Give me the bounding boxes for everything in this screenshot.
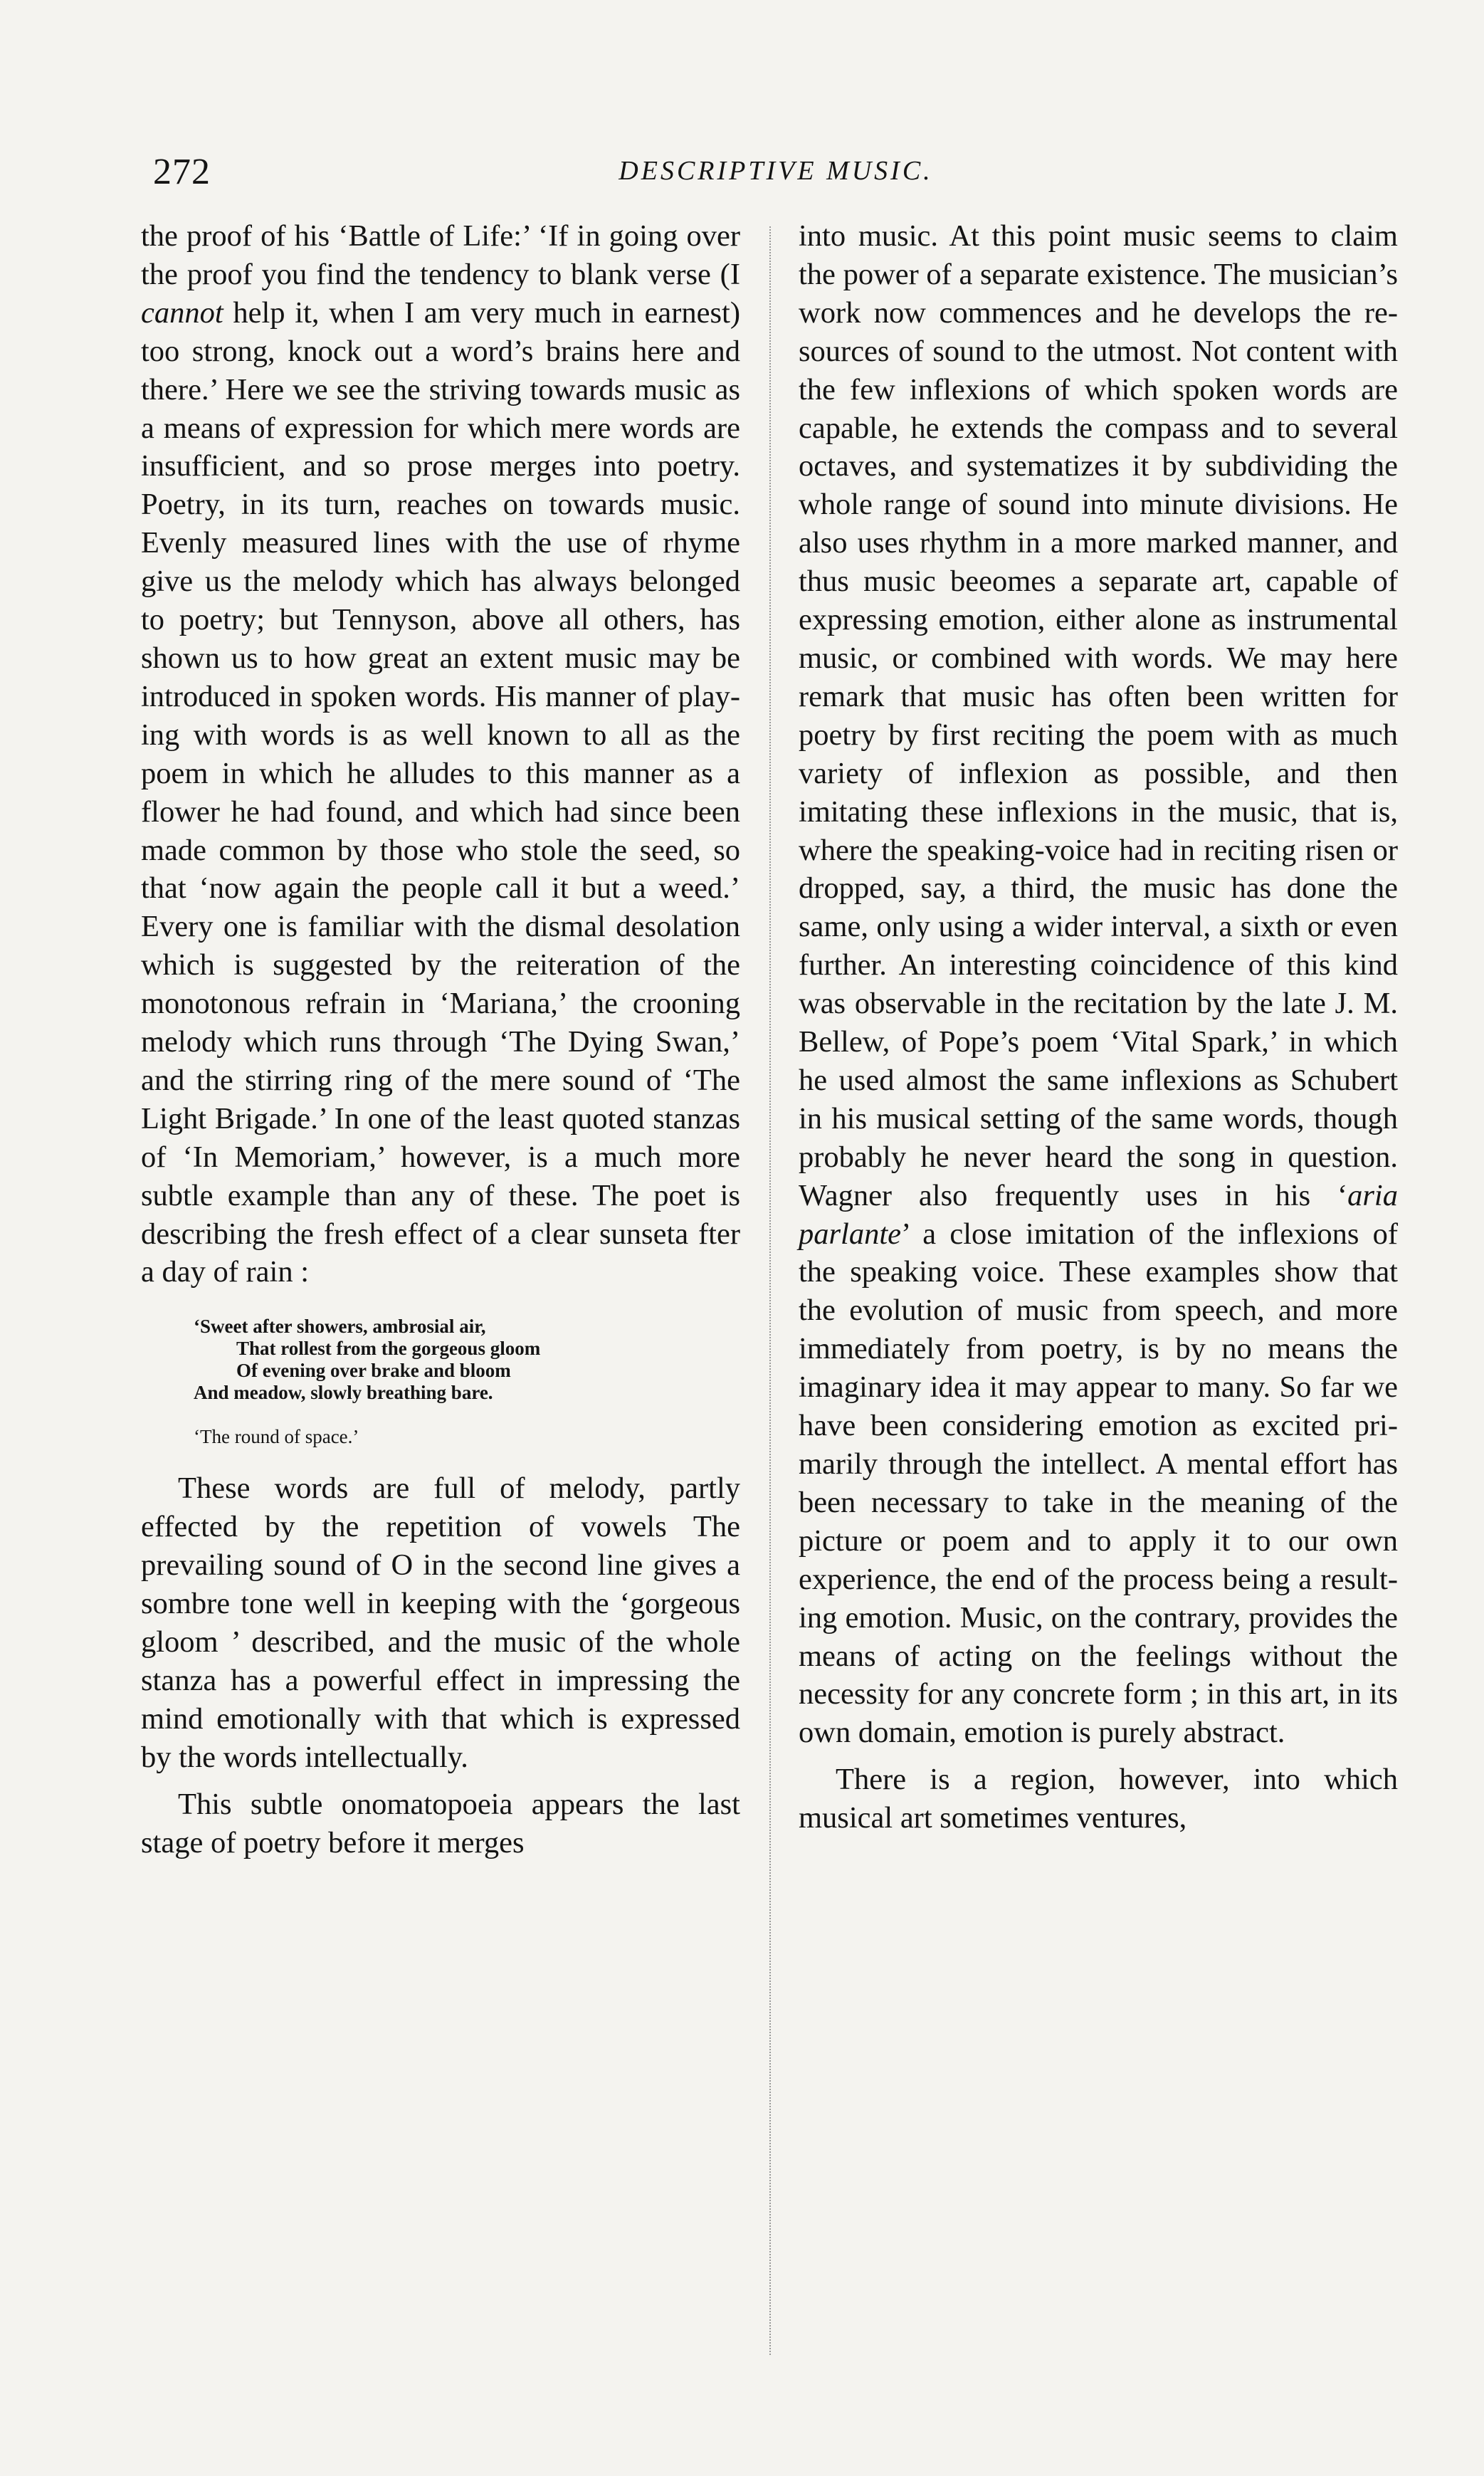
paragraph-continued [799, 217, 1398, 1752]
right-column [799, 217, 1398, 1837]
left-column [141, 217, 740, 1862]
paragraph: There is a region, however, into which musical art sometimes ventures, [799, 1763, 1398, 1835]
paragraph: This subtle onomatopoeia appears the last stage of poetry before it merges [141, 1787, 740, 1859]
running-head [153, 151, 1399, 201]
emphasis-aria-parlante: aria parlante [799, 1178, 1398, 1251]
verse-line: ‘Sweet after showers, ambrosial air, [194, 1316, 486, 1338]
verse-source: ‘The round of space.’ [194, 1426, 359, 1448]
verse-quotation [194, 1316, 740, 1404]
paragraph-text: ’ a close imitation of the inflexions of the speaking voice. These examples show that the evolution of music from speech, and more immediately from poetry, is by no means the imaginary idea it may appear to many. So far we have been considering emotion as excited primarily through the intellect. A mental effort has been necessary to take in the meaning of the picture or poem and to apply it to our own experience, the end of the process being a resulting emotion. Music, on the contrary, provides the means of acting on the feelings without the necessity for any concrete form ; in this art, in its own domain, emotion is purely abstract. [799, 1217, 1398, 1750]
paragraph-text: into music. At this point music seems to claim the power of a separate existence. The musician’s work now commences and he develops the resources of sound to the utmost. Not content with the few inflexions of which spoken words are capable, he extends the compass and to several octaves, and systematizes it by subdividing the whole range of sound into minute divisions. He also uses rhythm in a more marked manner, and thus music beeomes a separate art, capable of expressing emotion, either alone as instrumental music, or combined with words. We may here remark that music has often been written for poetry by first reciting the poem with as much variety of inflexion as possible, and then imitating these inflexions in the music, that is, where the speaking-voice had in reciting risen or dropped, say, a third, the music has done the same, only using a wider interval, a sixth or even further. An interesting coincidence of this kind was observable in the recitation by the late J. M. Bellew, of Pope’s poem ‘Vital Spark,’ in which he used almost the same inflexions as Schubert in his musical setting of the same words, though probably he never heard the song in question. Wagner also frequently uses in his ‘ [799, 219, 1398, 1212]
verse-line: That rollest from the gorgeous gloom [236, 1338, 541, 1360]
paragraph: These words are full of melody, partly effected by the repetition of vowels The prevailing sound of O in the second line gives a sombre tone well in keeping with the ‘gorgeous gloom ’ described, and the music of the whole stanza has a powerful effect in impressing the mind emotionally with that which is expressed by the words intellectually. [141, 1472, 740, 1774]
running-title: DESCRIPTIVE MUSIC. [619, 156, 933, 186]
column-divider [769, 226, 771, 2355]
verse-line: And meadow, slowly breathing bare. [194, 1382, 493, 1404]
emphasis-cannot: cannot [141, 295, 223, 330]
verse-line: Of evening over brake and bloom [236, 1360, 511, 1382]
paragraph-text: help it, when I am very much in earnest) too strong, knock out a word’s brains here and there.’ Here we see the striving towards music as a means of expression for which mere words are insufficient, and so prose merges into poetry. Poetry, in its turn, reaches on towards music. Evenly measured lines with the use of rhyme give us the melody which has always belonged to poetry; but Tennyson, above all others, has shown us to how great an extent music may be introduced in spoken words. His manner of playing with words is as well known to all as the poem in which he alludes to this manner as a flower he had found, and which had since been made common by those who stole the seed, so that ‘now again the people call it but a weed.’ Every one is familiar with the dismal desolation which is suggested by the reiteration of the monotonous refrain in ‘Mariana,’ the crooning melody which runs through ‘The Dying Swan,’ and the stirring ring of the mere sound of ‘The Light Brigade.’ In one of the least quoted stanzas of ‘In Memoriam,’ however, is a much more subtle example than any of these. The poet is describing the fresh effect of a clear sunseta fter a day of rain : [141, 295, 740, 1289]
paragraph-text: the proof of his ‘Battle of Life:’ ‘If in going over the proof you find the tendency to blank verse (I [141, 219, 740, 291]
page-number: 272 [153, 152, 211, 192]
paragraph-continued [141, 217, 740, 1291]
